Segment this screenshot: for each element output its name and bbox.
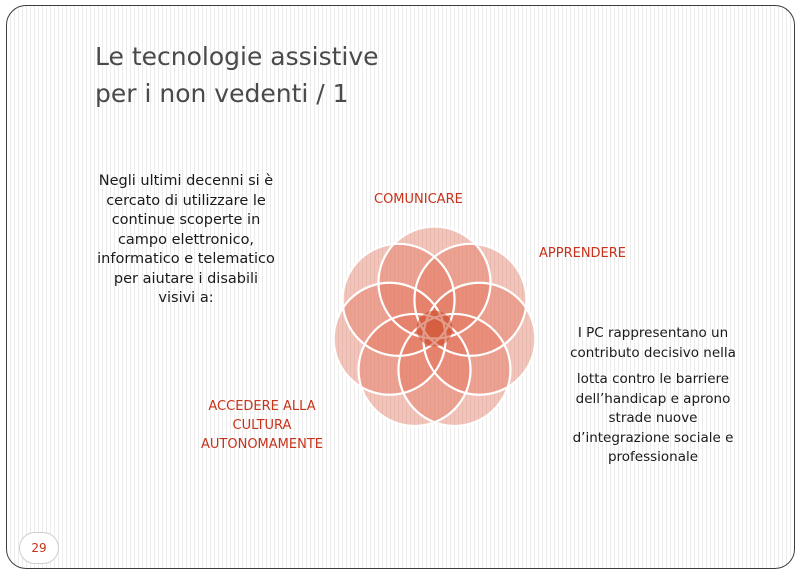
intro-line: continue scoperte in: [111, 212, 261, 228]
page-number: 29: [19, 532, 59, 564]
flower-center: [417, 311, 453, 347]
title-line: per i non vedenti / 1: [95, 79, 349, 108]
accedere-line: CULTURA: [232, 418, 292, 433]
intro-line: informatico e telematico: [97, 251, 275, 267]
right-line: contributo decisivo nella: [570, 344, 736, 361]
accedere-line: AUTONOMAMENTE: [201, 437, 323, 452]
title-line: Le tecnologie assistive: [95, 42, 379, 71]
right-line: dell’handicap e aprono: [575, 390, 731, 407]
intro-line: cercato di utilizzare le: [106, 192, 266, 209]
right-line: professionale: [607, 449, 699, 465]
right-line: I PC rappresentano un: [577, 325, 729, 341]
intro-line: per aiutare i disabili: [113, 270, 259, 287]
intro-line: campo elettronico,: [117, 231, 255, 248]
intro-line: Negli ultimi decenni si è: [98, 173, 274, 189]
pc-contribution-text: [547, 324, 759, 468]
label-comunicare: COMUNICARE: [374, 192, 463, 207]
right-line: d’integrazione sociale e: [572, 429, 734, 446]
intro-line: visivi a:: [158, 290, 214, 306]
overlapping-circles-diagram: [332, 226, 537, 431]
right-line: lotta contro le barriere: [576, 371, 730, 387]
right-line: strade nuove: [608, 410, 698, 426]
intro-text: [73, 172, 299, 309]
slide-title: [95, 38, 379, 112]
slide-frame: [6, 5, 795, 569]
label-apprendere: APPRENDERE: [539, 246, 627, 261]
label-accedere: [177, 397, 347, 454]
accedere-line: ACCEDERE ALLA: [208, 399, 316, 414]
